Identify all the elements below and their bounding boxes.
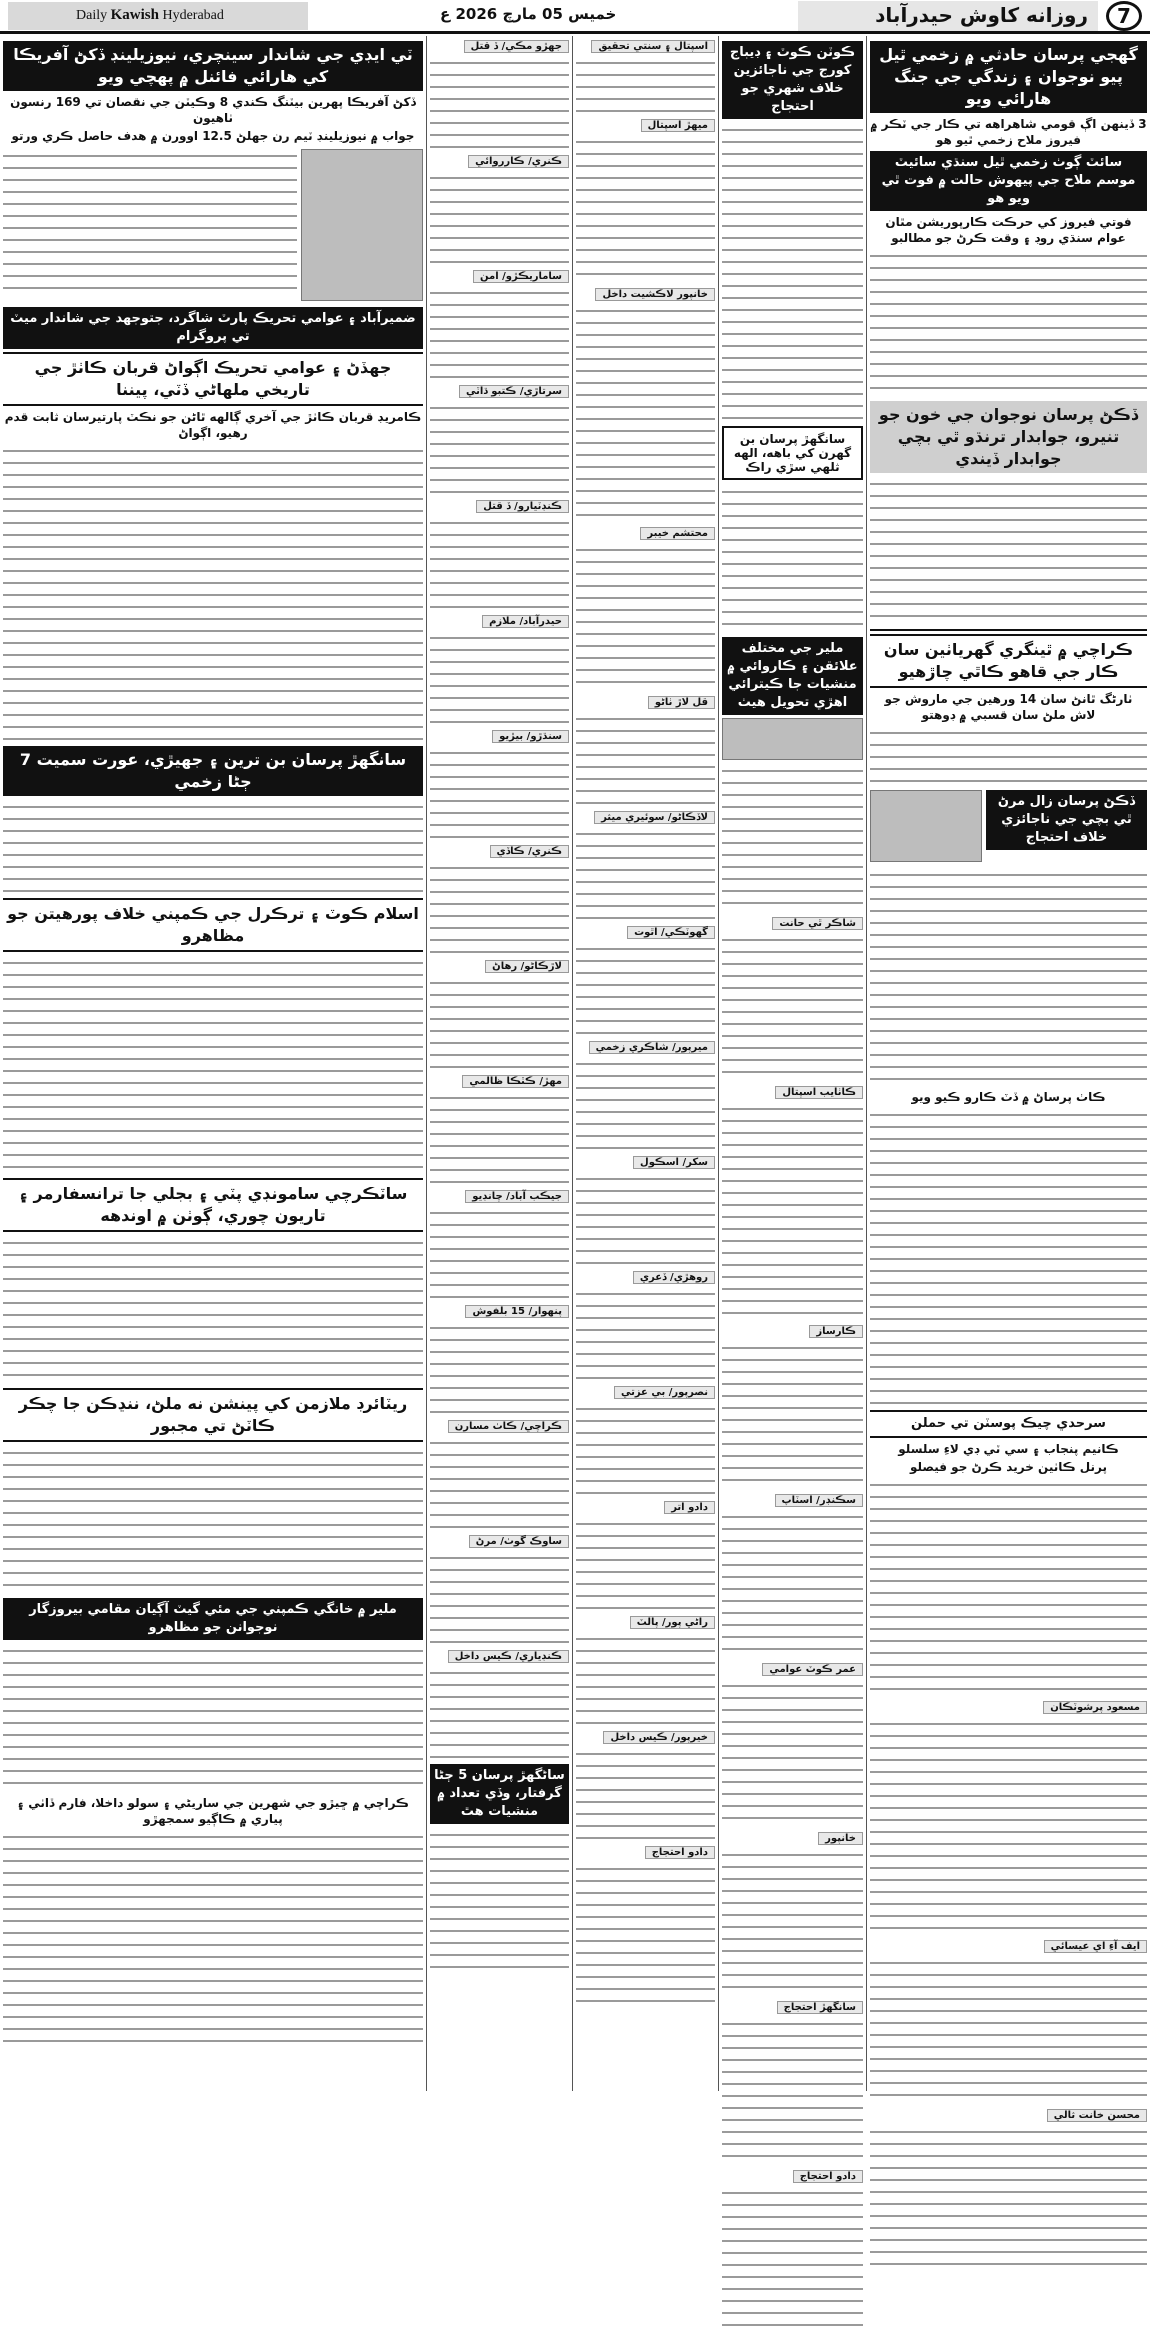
article-body <box>430 1827 569 1977</box>
article-body <box>576 941 715 1037</box>
headline: ملير جي مختلف علائقن ۽ ڪاروائي ۾ منشيات جا ڪيترائي اهڙي تحويل هيٺ <box>722 637 863 715</box>
dateline: سکر/ اسڪول <box>633 1156 715 1169</box>
article-body <box>3 1445 423 1595</box>
article-body <box>722 763 863 913</box>
dateline: قل لاڙ ٺاڻو <box>648 696 715 709</box>
article-body <box>430 630 569 726</box>
column-6 <box>866 36 1150 2121</box>
subheadline: 3 ڏينهن اڳ قومي شاهراهه تي ڪار جي ٽڪر ۾ فيروز ملاح زخمي ٿيو هو <box>870 117 1147 147</box>
subheadline: ڏکڻ آفريڪا پهرين بيٽنگ ڪندي 8 وڪيٽن جي نقصان تي 169 رنسون ٺاهيون <box>10 95 416 125</box>
subheadline: ڪاٺ پرساڻ ۾ ڏٽ ڪارو ڪيو ويو <box>911 1090 1106 1104</box>
article-body <box>722 2185 863 2335</box>
article-body <box>430 170 569 266</box>
dateline: لاڙڪاڻو/ رهاڻ <box>485 960 569 973</box>
article-body <box>576 826 715 922</box>
headline: ساڻگهڙ پرسان 5 ڄڻا گرفتار، وڏي تعداد ۾ منشيات هٿ <box>430 1764 569 1824</box>
dateline: گهوٽڪي/ اٿوت <box>627 926 715 939</box>
article-body <box>3 443 423 743</box>
article-body <box>3 1643 423 1793</box>
headline: ڏڪڻ پرسان زال مرڻ ٿي بچي جي ناجائزي خلاف احتجاج <box>986 790 1147 850</box>
article-body <box>3 955 423 1175</box>
subheadline: جواب ۾ نيوزيلينڊ ٽيم رن جهلڻ 12.5 اوورن ۾ هدف حاصل ڪري ورتو <box>11 129 415 143</box>
masthead <box>0 0 1150 34</box>
dateline: جهڙو مڪي/ ڏ قتل <box>464 40 569 53</box>
article-body <box>576 711 715 807</box>
subheadline: ڪراچي ۾ ڇيڙو جي شهرين جي ساريڻي ۽ سولو داخلا، فارم ڏاٺي ۽ پياري ۾ ڪاڳيو سمجهڙو <box>17 1796 409 1826</box>
article-body <box>576 303 715 523</box>
dateline: ڪنڊٽيارو/ ڏ قتل <box>476 500 569 513</box>
dateline: ساوڪ گوٺ/ مرڻ <box>469 1535 569 1548</box>
column-5 <box>718 36 866 2182</box>
dateline: دادو احتجاج <box>645 1846 715 1859</box>
headline: ڪوٽن ڪوٽ ۽ ڊيباج کورج جي ناجائزين خلاف شهري جو احتجاج <box>722 41 863 119</box>
article-body <box>430 285 569 381</box>
dateline: خانپور <box>818 1832 863 1845</box>
headline: ٽي ايڊي جي شاندار سينچري، نيوزيلينڊ ڏکڻ آفريڪا کي هارائي فائنل ۾ پهچي ويو <box>3 41 423 91</box>
article-body <box>430 975 569 1071</box>
headline: سانگهڙ پرسان بن ترين ۽ جهيڙي، عورت سميت 7 ڄڻا زخمي <box>3 746 423 796</box>
article-body <box>870 248 1147 398</box>
article-body <box>3 1235 423 1385</box>
article-body <box>870 1955 1147 2105</box>
headline: ملير ۾ خانگي ڪمپني جي مئي گيٽ آڳيان مقامي بيروزگار نوجوانن جو مظاهرو <box>3 1598 423 1640</box>
article-body <box>430 515 569 611</box>
dateline: ڪنري/ ڪاڏي <box>490 845 569 858</box>
article-body <box>870 476 1147 626</box>
dateline: محسن خانت ثالي <box>1047 2109 1147 2122</box>
article-body <box>722 122 863 422</box>
sports-story <box>3 146 423 304</box>
english-nameplate <box>76 7 224 24</box>
dateline: ڪنري/ ڪارروائي <box>468 155 569 168</box>
dateline: روهڙي/ ڏعري <box>633 1271 715 1284</box>
article-body <box>430 55 569 151</box>
article-body <box>576 1286 715 1382</box>
dateline: خيرپور/ ڪيس داخل <box>603 1731 715 1744</box>
article-body <box>870 1716 1147 1936</box>
dateline: ميهڙ اسپتال <box>641 119 715 132</box>
news-photo <box>722 718 863 760</box>
subheadline: پرنل ڪاٺين خريد ڪرڻ جو فيصلو <box>910 1460 1107 1474</box>
headline: سرحدي چيڪ پوسٽن تي حملن <box>870 1410 1147 1438</box>
article-body <box>722 484 863 634</box>
subheadline: ٺارڻگ ٿانڻ سان 14 ورهين جي ماروش جو لاش ملڻ سان قسبي ۾ ڊوهتو <box>884 692 1133 722</box>
headline: ڪراچي ۾ ٿينگري گهرياٺين سان ڪار جي قاهو ڪاٿي چاڙهيو <box>870 634 1147 688</box>
article-body <box>430 1320 569 1416</box>
masthead-sindhi-panel <box>798 1 1098 31</box>
headline: جهڏڻ ۽ عوامي تحريڪ اڳواڻ قربان ڪاٺڙ جي تاريخي ملهاڻي ڏٽي، پيننا <box>3 352 423 406</box>
english-city: Hyderabad <box>162 8 224 23</box>
headline: ضميرآباد ۽ عوامي تحريڪ پارٽ شاگرد، جتوجهد جي شاندار ميٽ تي پروگرام <box>3 307 423 349</box>
article-body <box>576 1746 715 1842</box>
article-body <box>576 1056 715 1152</box>
dateline: عمر ڪوٽ عوامي <box>762 1663 863 1676</box>
article-body <box>722 1847 863 1997</box>
article-body <box>576 1516 715 1612</box>
article-body <box>430 1435 569 1531</box>
headline: سائٽ ڳوٺ زخمي ٿيل سنڌي سائيٽ موسم ملاح جي پيهوش حالت ۾ فوت ٿي ويو هو <box>870 151 1147 211</box>
english-name-prefix: Daily <box>76 8 108 23</box>
article-body <box>722 932 863 1082</box>
article-body <box>430 1665 569 1761</box>
dateline: ايف آءِ اي عيسائي <box>1044 1940 1147 1953</box>
article-body <box>576 55 715 115</box>
dateline: مهڙ/ ڪٽڪا ظالمي <box>462 1075 569 1088</box>
headline: ڏڪڻ پرسان نوجوان جي خون جو تنيرو، جوابدار ترنڌو ٿي بچي جوابدار ڏيندي <box>870 401 1147 473</box>
article-body <box>430 1205 569 1301</box>
article-body <box>3 148 297 298</box>
article-body <box>722 1101 863 1321</box>
headline-box: سانگهڙ پرسان بن گهرن کي باهه، الهه ثلهي سڙي راڪ <box>722 426 863 480</box>
article-body <box>870 1477 1147 1697</box>
article-body <box>576 134 715 284</box>
article-body <box>722 1678 863 1828</box>
article-body <box>870 867 1147 1087</box>
article-body <box>430 1550 569 1646</box>
dateline: نصرپور/ بي عزتي <box>614 1386 715 1399</box>
dateline: دادو اتر <box>664 1501 715 1514</box>
dateline: راڻي پور/ پالٽ <box>630 1616 715 1629</box>
newspaper-title: روزانه كاوش حيدرآباد <box>875 3 1088 27</box>
article-body <box>576 1401 715 1497</box>
dateline: پنهوار/ 15 بلفوش <box>465 1305 569 1318</box>
dateline: خانپور لاڪشيت داخل <box>595 288 715 301</box>
dateline: جيڪب آباد/ چانڊيو <box>465 1190 569 1203</box>
dateline: اسپتال ۽ سنتي تحقيق <box>591 40 715 53</box>
issue-date: خميس 05 مارچ 2026 ع <box>440 5 617 23</box>
article-body <box>576 1631 715 1727</box>
article-body <box>430 1090 569 1186</box>
article-body <box>3 1829 423 2049</box>
headline: اسلام ڪوٽ ۽ ترڪرل جي ڪمپني خلاف پورهيتن جو مظاهرو <box>3 898 423 952</box>
dateline: ميرپور/ شاڪري زخمي <box>589 1041 715 1054</box>
dateline: سرتاڙي/ ڪتبو ڌاٽي <box>459 385 569 398</box>
article-body <box>722 2016 863 2166</box>
dateline: ڪراچي/ ڪاٺ مسارن <box>448 1420 569 1433</box>
news-photo <box>870 790 982 862</box>
subheadline: فوتي فيروز کي حرڪت ڪارپوريشن مٿان عوام سنڌي روڊ ۽ وقت ڪرڻ جو مطالبو <box>885 215 1132 245</box>
article-body <box>576 542 715 692</box>
dateline: سانگهڙ احتجاج <box>777 2001 863 2014</box>
article-body <box>576 1171 715 1267</box>
article-body <box>722 1509 863 1659</box>
dateline: سڪنڊر/ اسٽاپ <box>775 1494 863 1507</box>
dateline: سنڌڙو/ بيڙيو <box>492 730 569 743</box>
subheadline: ڪامريڊ قربان ڪاٺڙ جي آخري ڳالهه ٿاڻن جو نڪٽ پارتيرسان ثابت قدم رهيو، اڳواڻ <box>4 410 422 440</box>
article-body <box>870 1107 1147 1407</box>
column-3 <box>426 36 572 2091</box>
dateline: دادو احتجاج <box>793 2170 863 2183</box>
divider <box>870 629 1147 631</box>
article-body <box>722 1340 863 1490</box>
dateline: ڪاٺايب اسپتال <box>775 1086 863 1099</box>
headline: گهجي پرسان حادثي ۾ زخمي ٿيل پيو نوجوان ۽ زندگي جي جنگ هارائي ويو <box>870 41 1147 113</box>
subheadline: ڪانيم پنجاب ۽ سي ٽي ڊي لاءِ سلسلو <box>898 1442 1119 1456</box>
column-4 <box>572 36 718 2091</box>
english-name-main: Kawish <box>110 7 159 23</box>
column-left-block <box>0 36 426 2091</box>
dateline: ڪنڊياري/ ڪيس داخل <box>448 1650 569 1663</box>
story <box>986 787 1147 865</box>
dateline: محتشم خيبر <box>640 527 715 540</box>
dateline: ساماريڪڙو/ امن <box>473 270 569 283</box>
story-with-photo <box>870 787 1147 865</box>
dateline: لاڏڪاڻو/ سوئيري ميثر <box>594 811 715 824</box>
article-body <box>430 860 569 956</box>
article-body <box>870 2124 1147 2274</box>
dateline: مسعود پرشوٽڪان <box>1043 1701 1147 1714</box>
dateline: شاڪر ٿي حانت <box>772 917 863 930</box>
article-body <box>576 1861 715 2011</box>
article-body <box>430 400 569 496</box>
dateline: ڪارساز <box>809 1325 863 1338</box>
article-body <box>3 799 423 895</box>
article-body <box>870 725 1147 785</box>
news-photo <box>301 149 423 301</box>
headline: ساٽڪرچي سامونڊي پٽي ۽ بجلي جا ترانسفارمر ۽ تاريون چوري، ڳوٺن ۾ اوندهه <box>3 1178 423 1232</box>
page-number-badge: 7 <box>1106 1 1142 31</box>
headline: ريٽائرڊ ملازمن کي پينشن نه ملڻ، ننڍڪن جا چڪر ڪاٽڻ تي مجبور <box>3 1388 423 1442</box>
dateline: حيدرآباد/ ملازم <box>482 615 569 628</box>
article-body <box>430 745 569 841</box>
masthead-english-panel <box>8 2 308 30</box>
